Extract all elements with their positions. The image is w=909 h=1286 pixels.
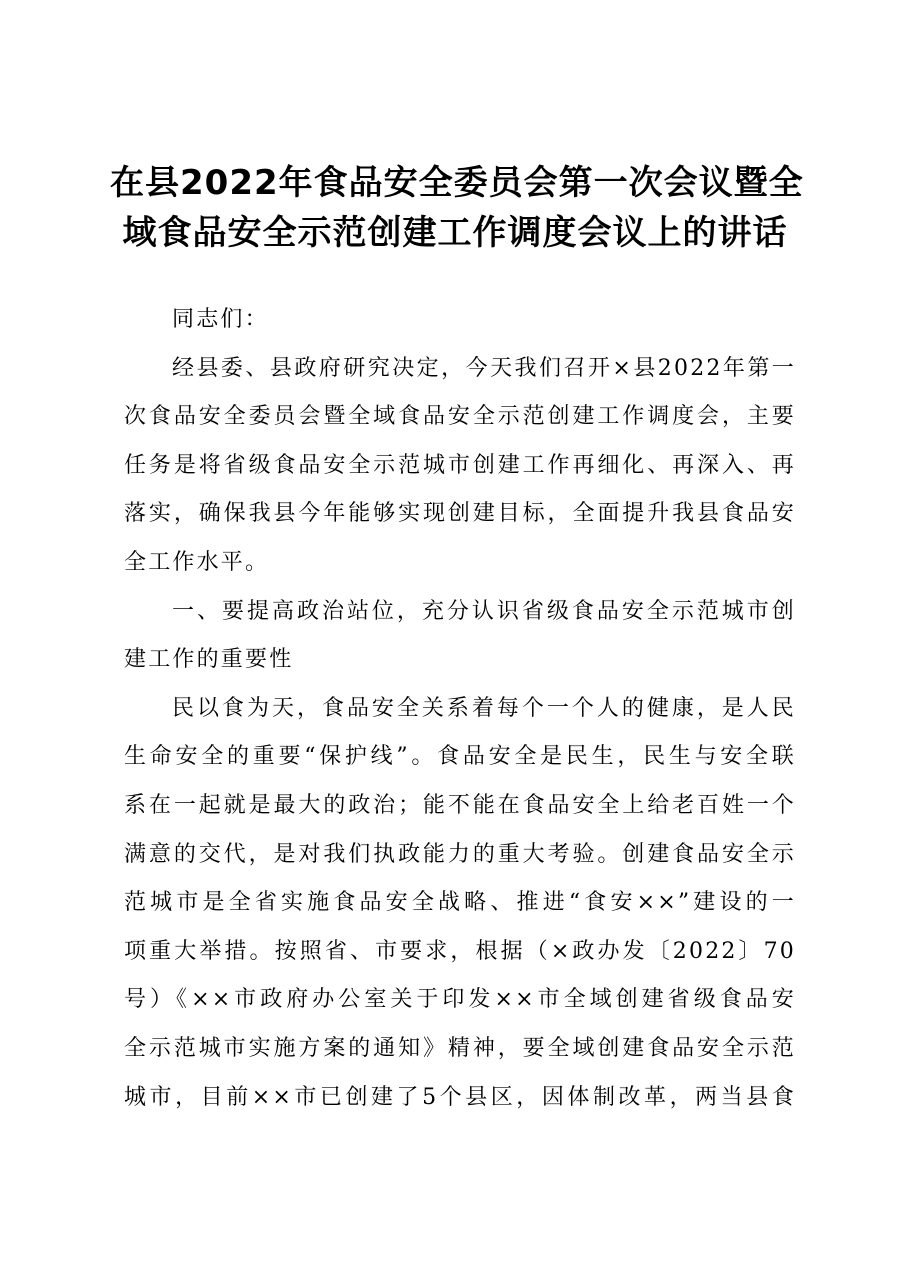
body-line: 项重大举措。按照省、市要求，根据（×政办发〔2022〕70 (124, 938, 796, 964)
title-line-1: 在县2022年食品安全委员会第一次会议暨全 (110, 163, 804, 203)
body-line: 满意的交代，是对我们执政能力的重大考验。创建食品安全示 (124, 841, 796, 867)
salutation: 同志们： (172, 307, 269, 332)
body-line: 全示范城市实施方案的通知》精神，要全域创建食品安全示范 (124, 1035, 796, 1061)
document-body (124, 296, 796, 1122)
body-line: 民以食为天，食品安全关系着每个一个人的健康，是人民 (172, 695, 796, 721)
body-line: 任务是将省级食品安全示范城市创建工作再细化、再深入、再 (124, 452, 796, 478)
section-heading-line: 一、要提高政治站位，充分认识省级食品安全示范城市创 (172, 598, 796, 624)
body-line: 落实，确保我县今年能够实现创建目标，全面提升我县食品安 (124, 501, 796, 527)
title-line-2: 域食品安全示范创建工作调度会议上的讲话 (122, 213, 788, 253)
body-line: 次食品安全委员会暨全域食品安全示范创建工作调度会，主要 (124, 404, 796, 430)
body-line: 号）《××市政府办公室关于印发××市全域创建省级食品安 (124, 987, 796, 1013)
body-line: 城市，目前××市已创建了5个县区，因体制改革，两当县食 (124, 1084, 796, 1110)
body-line: 生命安全的重要“保护线”。食品安全是民生，民生与安全联 (124, 744, 796, 770)
section-heading-line: 建工作的重要性 (124, 647, 294, 673)
document-title (110, 158, 804, 258)
body-line: 系在一起就是最大的政治；能不能在食品安全上给老百姓一个 (124, 792, 796, 818)
body-line: 全工作水平。 (124, 549, 270, 575)
body-line: 经县委、县政府研究决定，今天我们召开×县2022年第一 (172, 355, 796, 381)
body-line: 范城市是全省实施食品安全战略、推进“食安××”建设的一 (124, 890, 796, 916)
